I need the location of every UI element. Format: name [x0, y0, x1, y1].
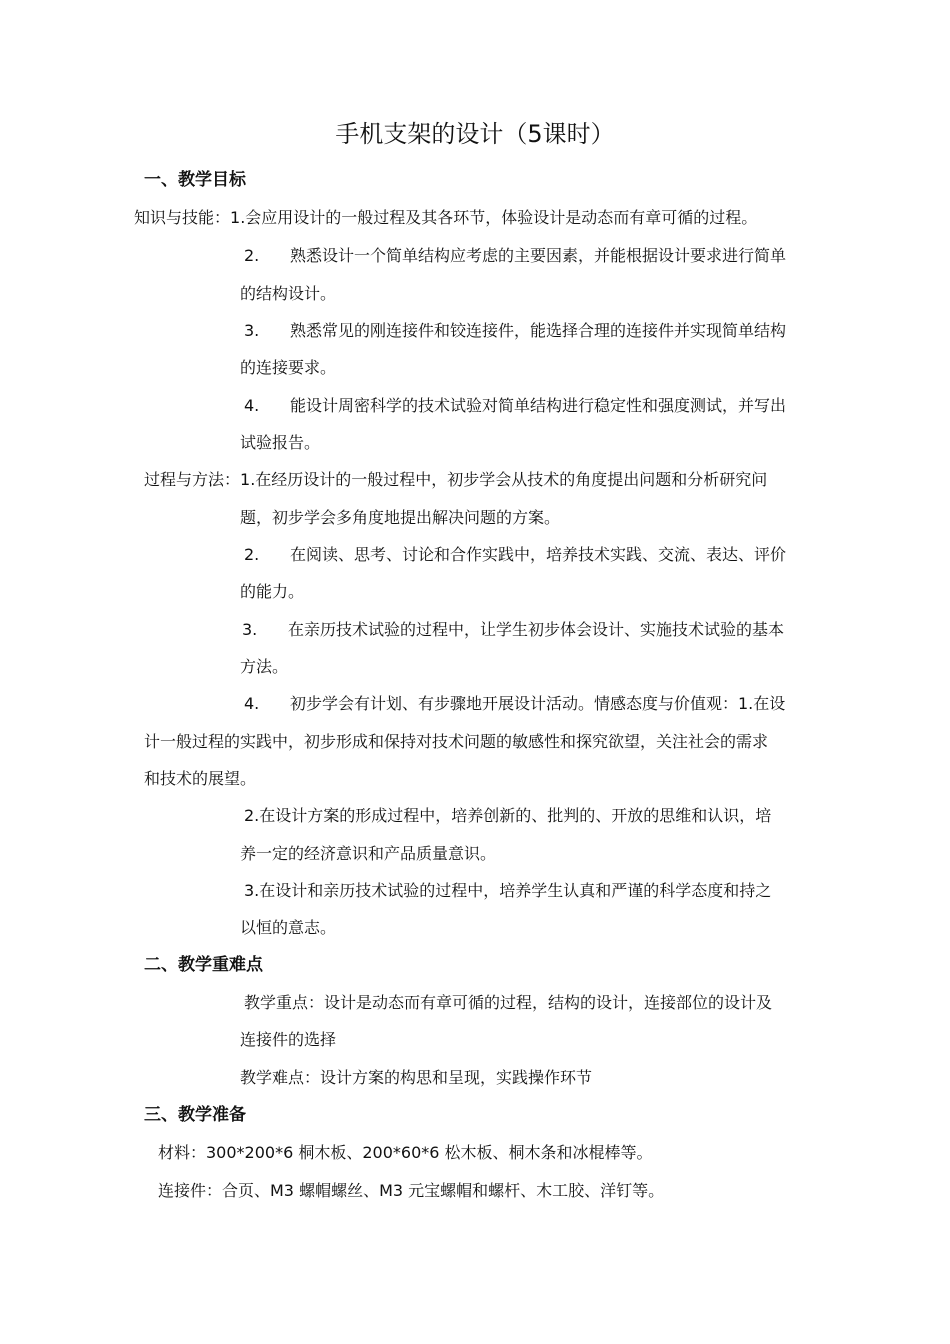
knowledge-item-4-line2: 试验报告。: [240, 433, 321, 452]
item-text: 熟悉设计一个简单结构应考虑的主要因素，并能根据设计要求进行简单: [290, 246, 787, 265]
difficult-point: 教学难点：设计方案的构思和呈现，实践操作环节: [240, 1068, 593, 1087]
item-number: 4.: [244, 694, 260, 713]
emotion-item-3-line2: 以恒的意志。: [240, 918, 337, 937]
item-number: 3.: [242, 620, 258, 639]
item-text: 初步学会有计划、有步骤地开展设计活动。情感态度与价值观：1.在设: [290, 694, 786, 713]
materials-line: 材料：300*200*6 桐木板、200*60*6 松木板、桐木条和冰棍棒等。: [158, 1143, 653, 1162]
process-item-1-line2: 题，初步学会多角度地提出解决问题的方案。: [240, 508, 561, 527]
item-number: 4.: [244, 396, 260, 415]
connectors-line: 连接件：合页、M3 螺帽螺丝、M3 元宝螺帽和螺杆、木工胶、洋钉等。: [158, 1181, 665, 1200]
knowledge-item-2-line1: [244, 246, 786, 266]
process-item-1-line1: [144, 470, 767, 490]
knowledge-label: 知识与技能：: [134, 208, 231, 227]
emotion-item-3-line1: 3.在设计和亲历技术试验的过程中，培养学生认真和严谨的科学态度和持之: [244, 881, 772, 900]
process-item-4-line1: [244, 694, 785, 714]
knowledge-item-1: [134, 208, 757, 228]
page-title: 手机支架的设计（5课时）: [335, 120, 615, 148]
emotion-item-2-line2: 养一定的经济意识和产品质量意识。: [240, 844, 497, 863]
process-item-4-line2: 计一般过程的实践中，初步形成和保持对技术问题的敏感性和探究欲望，关注社会的需求: [144, 732, 769, 751]
item-text: 在亲历技术试验的过程中，让学生初步体会设计、实施技术试验的基本: [288, 620, 785, 639]
emotion-item-2-line1: 2.在设计方案的形成过程中，培养创新的、批判的、开放的思维和认识，培: [244, 806, 772, 825]
item-number: 2.: [244, 246, 260, 265]
process-item-2-line1: [244, 545, 786, 565]
process-item-3-line2: 方法。: [240, 657, 289, 676]
knowledge-item-2-line2: 的结构设计。: [240, 284, 337, 303]
knowledge-item-1-text: 1.会应用设计的一般过程及其各环节，体验设计是动态而有章可循的过程。: [230, 208, 758, 227]
process-item-2-line2: 的能力。: [240, 582, 305, 601]
section-heading-key-points: 二、教学重难点: [144, 955, 263, 975]
item-number: 3.: [244, 321, 260, 340]
section-heading-objectives: 一、教学目标: [144, 170, 246, 190]
item-text: 能设计周密科学的技术试验对简单结构进行稳定性和强度测试，并写出: [290, 396, 787, 415]
item-text: 1.在经历设计的一般过程中，初步学会从技术的角度提出问题和分析研究问: [240, 470, 768, 489]
section-heading-preparation: 三、教学准备: [144, 1105, 246, 1125]
knowledge-item-3-line1: [244, 321, 786, 341]
process-item-4-line3: 和技术的展望。: [144, 769, 257, 788]
item-text: 熟悉常见的刚连接件和铰连接件，能选择合理的连接件并实现简单结构: [290, 321, 787, 340]
key-point-line1: 教学重点：设计是动态而有章可循的过程，结构的设计，连接部位的设计及: [244, 993, 773, 1012]
key-point-line2: 连接件的选择: [240, 1030, 337, 1049]
item-number: 2.: [244, 545, 260, 564]
process-item-3-line1: [242, 620, 784, 640]
knowledge-item-4-line1: [244, 396, 786, 416]
knowledge-item-3-line2: 的连接要求。: [240, 358, 337, 377]
item-text: 在阅读、思考、讨论和合作实践中，培养技术实践、交流、表达、评价: [290, 545, 787, 564]
process-label: 过程与方法：: [144, 470, 241, 489]
